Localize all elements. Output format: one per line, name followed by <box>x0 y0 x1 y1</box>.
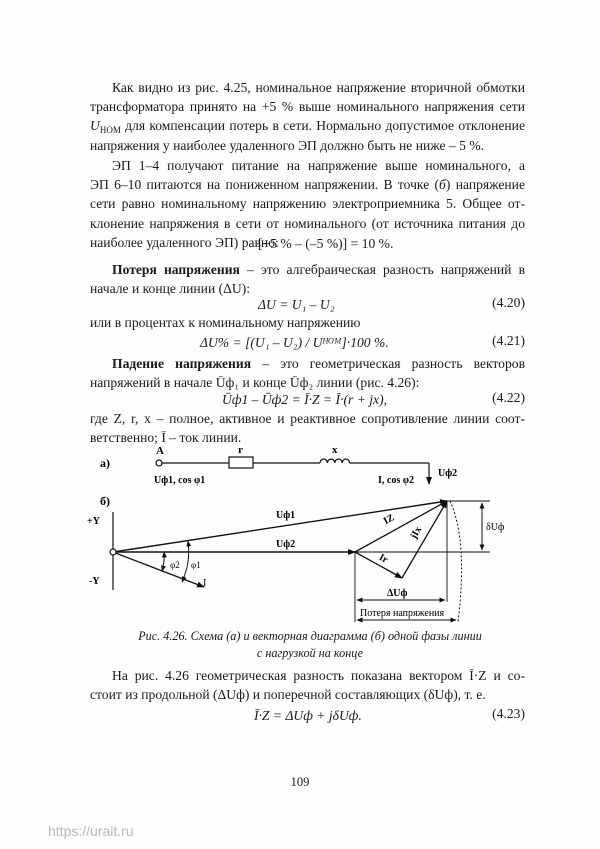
equation-number-4-23: (4.23) <box>492 706 525 721</box>
paragraph-geometric-difference <box>90 666 525 704</box>
equation-4-20: ΔU = U₁ – U₂ <box>258 297 335 312</box>
term-voltage-drop: Падение напряжения <box>112 356 252 371</box>
load-voltage-label: Uф2 <box>438 468 458 479</box>
text-line: клонение напряжения в сети от номинального (от источника питания до <box>90 215 525 231</box>
point-label: б <box>439 177 446 193</box>
text-line: ЭП 6–10 питаются на пониженном напряжении. В точке ( <box>90 177 440 193</box>
text-line: напряжений в начале Ūф₁ и конце Ūф₂ линии (рис. 4.26): <box>90 375 420 391</box>
paragraph-percent <box>90 313 525 332</box>
text-line: где Z, r, x – полное, активное и реактивное сопротивление линии соот- <box>90 411 525 426</box>
figure-4-26 <box>0 440 600 625</box>
paragraph-voltage-loss <box>90 260 525 298</box>
u-nom-symbol: U <box>90 118 100 134</box>
text-line: На рис. 4.26 геометрическая разность показана вектором Ī·Z и со- <box>112 668 525 683</box>
vector-jix-label: jIx <box>408 524 425 541</box>
vector-u-phi1-label: Uф1 <box>276 510 296 521</box>
angle-phi2-label: φ2 <box>170 560 180 570</box>
text-line: трансформатора принято на +5 % выше номинального напряжения сети <box>90 99 525 115</box>
circuit-scheme <box>100 444 457 486</box>
inductor-label: x <box>332 444 338 456</box>
equation-4-22: Ūф1 – Ūф2 = Ī·Z = Ī·(r + jx), <box>222 392 387 407</box>
angle-phi1-label: φ1 <box>191 560 201 570</box>
text-line: напряжения у наиболее удаленного ЭП должно быть не ниже – 5 %. <box>90 137 485 153</box>
node-a-label: A <box>156 445 164 457</box>
equation-4-21: ΔU% = [(U₁ – U₂) / Uᴴᴼᴹ]·100 %. <box>200 335 389 350</box>
vector-u-phi2-label: Uф2 <box>276 539 296 550</box>
text-line: для компенсации потерь в сети. Нормально допустимое отклонение <box>125 118 525 134</box>
text-line: – это алгебраическая разность напряжений в <box>239 262 525 277</box>
u-nom-subscript: НОМ <box>99 125 121 136</box>
caption-line: Рис. 4.26. Схема (а) и векторная диаграмма (б) одной фазы линии <box>138 629 482 643</box>
angle-phi2-arc <box>162 552 164 571</box>
page-number: 109 <box>290 775 310 789</box>
text-line: сети равно номинальному напряжению электроприемника 5. Общее от- <box>90 196 525 212</box>
source-label: Uф1, cos φ1 <box>154 475 206 486</box>
small-delta-u-label: δUф <box>486 522 505 533</box>
vector-jix <box>402 501 447 578</box>
plus-y-label: +Y <box>87 516 100 527</box>
load-current-label: I, cos φ2 <box>378 475 414 486</box>
watermark-link[interactable]: https://urait.ru <box>48 823 134 839</box>
text-line: или в процентах к номинальному напряжению <box>90 315 361 330</box>
panel-a-label: а) <box>100 456 110 470</box>
text-line: – это геометрическая разность векторов <box>251 356 525 371</box>
vector-current-label: I <box>203 578 207 589</box>
equation-number-4-20: (4.20) <box>492 295 525 310</box>
vector-iz-label: IZ <box>381 512 397 528</box>
resistor-label: r <box>238 444 243 456</box>
minus-y-label: -Y <box>89 576 100 587</box>
text-line: ) напряжение <box>445 177 525 193</box>
paragraph-1 <box>90 78 525 155</box>
source-node-icon <box>156 460 162 466</box>
equation-number-4-21: (4.21) <box>492 333 525 348</box>
text-line: ЭП 1–4 получают питание на напряжение выше номинального, а <box>112 158 525 173</box>
text-line: наиболее удаленного ЭП) равно: <box>90 234 279 250</box>
caption-line: с нагрузкой на конце <box>256 646 364 660</box>
paragraph-voltage-drop <box>90 354 525 392</box>
angle-phi1-arc <box>182 541 189 582</box>
equation-4-23: Ī·Z = ΔUф + jδUф. <box>254 708 362 723</box>
term-voltage-loss: Потеря напряжения <box>112 262 240 277</box>
figure-caption <box>90 628 530 662</box>
arc-projection <box>450 501 462 622</box>
vector-ir <box>355 552 402 578</box>
vector-ir-label: Ir <box>377 552 390 566</box>
panel-b-label: б) <box>100 494 110 508</box>
delta-u-label: ΔUф <box>387 588 408 599</box>
inductor-icon <box>320 459 350 463</box>
resistor-icon <box>229 457 253 468</box>
equation-number-4-22: (4.22) <box>492 390 525 405</box>
text-line: начале и конце линии (ΔU): <box>90 281 251 297</box>
origin-node-icon <box>110 549 116 555</box>
total-deviation-formula: [+5 % – (–5 %)] = 10 %. <box>258 236 394 251</box>
voltage-loss-label: Потеря напряжения <box>360 608 445 619</box>
text-line: ветственно; Ī – ток линии. <box>90 430 242 446</box>
vector-diagram <box>87 494 505 622</box>
text-line: стоит из продольной (ΔUф) и поперечной составляющих (δUф), т. е. <box>90 687 486 703</box>
text-line: Как видно из рис. 4.25, номинальное напряжение вторичной обмотки <box>112 80 525 95</box>
